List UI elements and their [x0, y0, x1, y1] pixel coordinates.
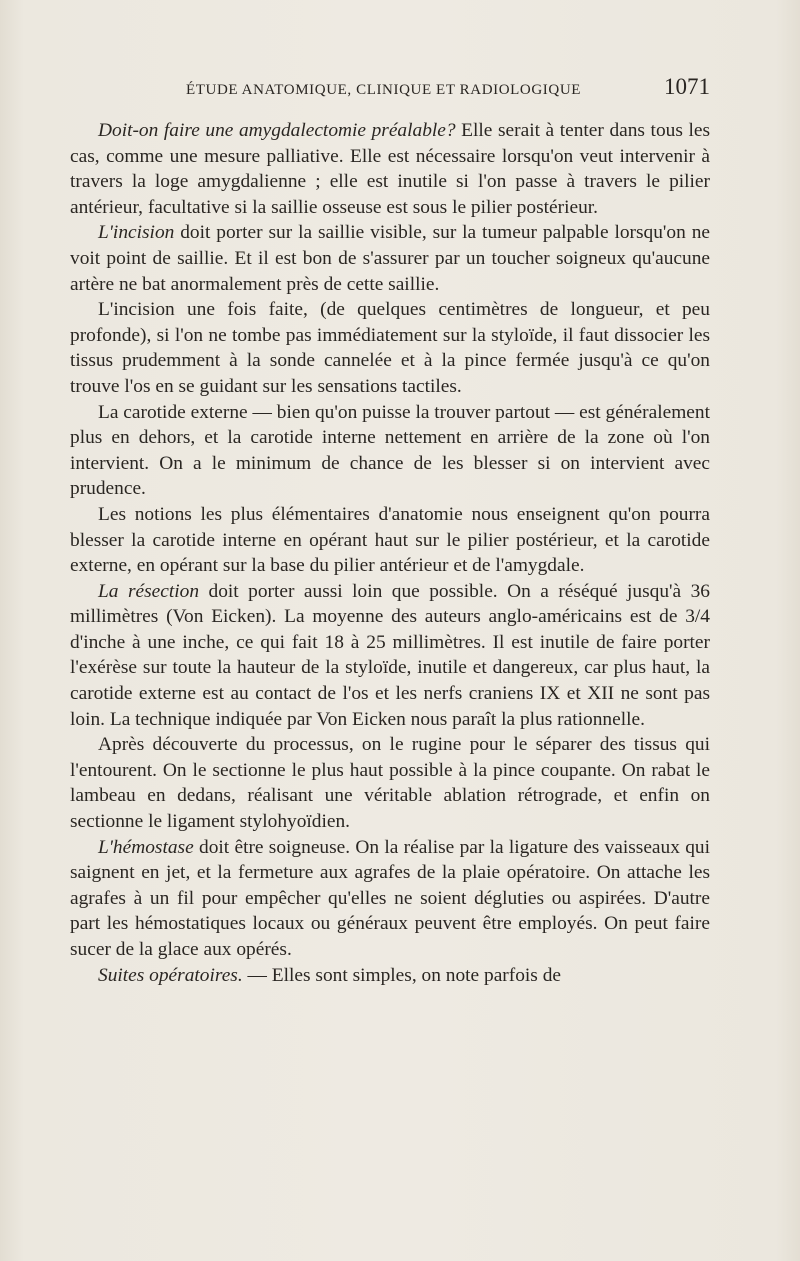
- paragraph-text: — Elles sont simples, on note parfois de: [242, 964, 561, 986]
- page-header: [70, 74, 710, 106]
- paragraph-lead: Suites opératoires.: [98, 964, 243, 986]
- paragraph-text: Après découverte du processus, on le rugine pour le séparer des tissus qui l'entourent. On le sectionne le plus haut possible à la pince coupante. On rabat le lambeau en dedans, réalisant une véritable ablation rétrograde, et enfin on sectionne le ligament stylohyoïdien.: [70, 734, 710, 833]
- running-title: ÉTUDE ANATOMIQUE, CLINIQUE ET RADIOLOGIQUE: [186, 82, 582, 98]
- paragraph: [70, 502, 710, 579]
- paragraph-text: doit porter sur la saillie visible, sur la tumeur palpable lorsqu'on ne voit point de saillie. Et il est bon de s'assurer par un toucher soigneux qu'aucune artère ne bat anormalement près de cette saillie.: [70, 222, 710, 295]
- paragraph: [70, 400, 710, 502]
- paragraph-text: La carotide externe — bien qu'on puisse la trouver partout — est généralement plus en dehors, et la carotide interne nettement en arrière de la zone où l'on intervient. On a le minimum de chance de les blesser si on intervient avec prudence.: [70, 401, 710, 500]
- paragraph: [70, 297, 710, 399]
- paragraph: [70, 220, 710, 297]
- paragraph-text: L'incision une fois faite, (de quelques centimètres de longueur, et peu profonde), si l'on ne tombe pas immédiatement sur la styloïde, il faut dissocier les tissus prudemment à la sonde cannelée et à la pince fermée jusqu'à ce qu'on trouve l'os en se guidant sur les sensations tactiles.: [70, 299, 710, 397]
- paragraph: [70, 835, 710, 963]
- paragraph-lead: La résection: [98, 580, 200, 602]
- paragraph-lead: Doit-on faire une amygdalectomie préalable?: [98, 120, 456, 141]
- paragraph-text: doit porter aussi loin que possible. On a réséqué jusqu'à 36 millimètres (Von Eicken). La moyenne des auteurs anglo-américains est de 3/4 d'inche à une inche, ce qui fait 18 à 25 millimètres. Il est inutile de faire porter l'exérèse sur toute la hauteur de la styloïde, inutile et dangereux, car plus haut, la carotide externe est au contact de l'os et les nerfs craniens IX et XII ne sont pas loin. La technique indiquée par Von Eicken nous paraît la plus rationnelle.: [70, 580, 711, 730]
- paragraph: [70, 732, 710, 834]
- paragraph: [70, 118, 710, 220]
- paragraph-lead: L'incision: [98, 222, 175, 244]
- paragraph-text: Elle serait à tenter dans tous les cas, comme une mesure palliative. Elle est nécessaire lorsqu'on veut intervenir à travers la loge amygdalienne ; elle est inutile si l'on passe à travers le pilier antérieur, facultative si la saillie osseuse est sous le pilier postérieur.: [70, 120, 710, 218]
- body-text: [70, 118, 710, 988]
- paragraph-text: doit être soigneuse. On la réalise par la ligature des vaisseaux qui saignent en jet, et la fermeture aux agrafes de la plaie opératoire. On attache les agrafes à un fil pour empêcher qu'elles ne soient dégluties ou aspirées. D'autre part les hémostatiques locaux ou généraux peuvent être employés. On peut faire sucer de la glace aux opérés.: [70, 836, 710, 960]
- paragraph-lead: L'hémostase: [98, 836, 194, 858]
- paragraph: [70, 963, 710, 989]
- page-number: 1071: [664, 74, 710, 99]
- paragraph: [70, 579, 710, 733]
- paragraph-text: Les notions les plus élémentaires d'anatomie nous enseignent qu'on pourra blesser la carotide interne en opérant haut sur le pilier postérieur, et la carotide externe, en opérant sur la base du pilier antérieur et de l'amygdale.: [70, 503, 710, 577]
